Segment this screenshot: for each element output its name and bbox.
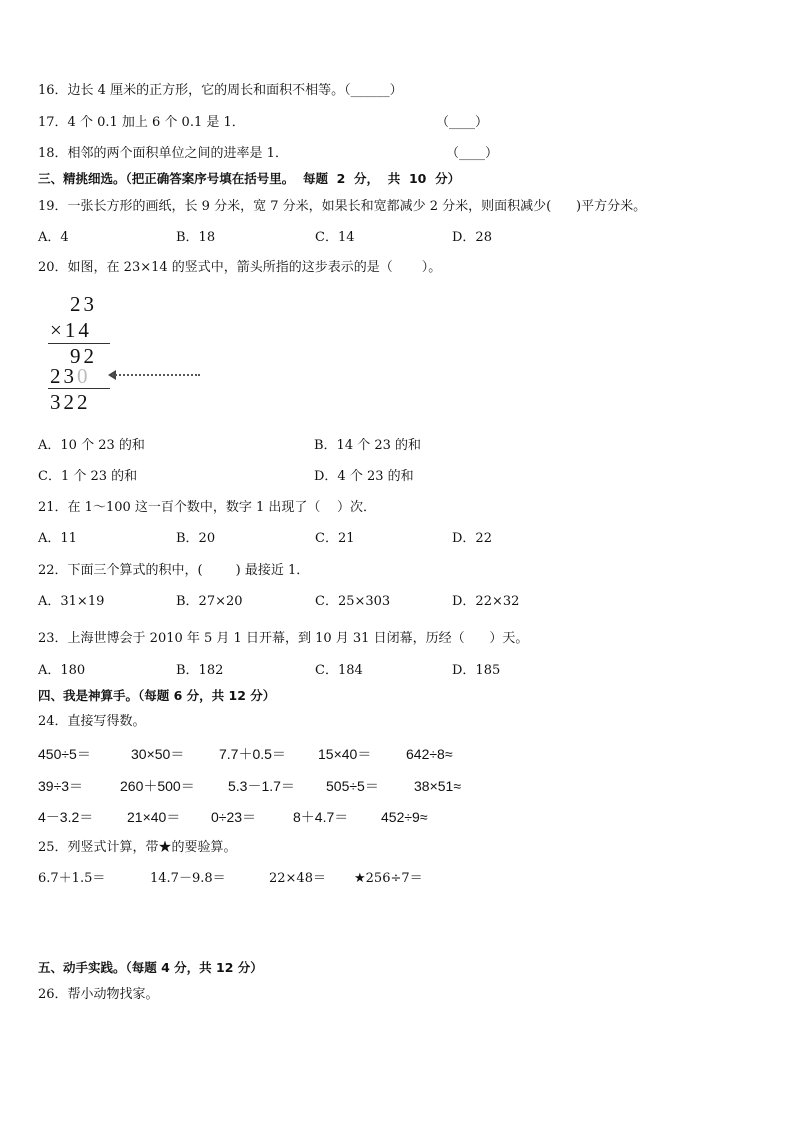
q19-option-d: D．28 [452,230,492,245]
question-16: 16．边长 4 厘米的正方形，它的周长和面积不相等。（______） [38,83,403,98]
q23-option-b: B．182 [176,663,224,678]
section-5-title: 五、动手实践。（每题 4 分，共 12 分） [38,960,263,975]
q20-option-d: D．4 个 23 的和 [314,469,414,484]
calc-cell: 642÷8≈ [406,746,453,762]
calc-cell: 0÷23＝ [211,809,257,825]
vert-rule-2 [48,388,110,389]
calc-cell: 39÷3＝ [38,778,84,794]
vert-partial-2-digits: 23 [50,364,77,388]
calc-cell: 7.7＋0.5＝ [219,746,286,762]
calc-cell: 8＋4.7＝ [293,809,349,825]
vertical-calc-item: ★256÷7＝ [354,871,423,886]
q21-option-c: C．21 [315,531,355,546]
vert-product: 322 [50,390,91,414]
q22-option-a: A．31×19 [38,594,105,609]
vertical-calc-item: 6.7＋1.5＝ [38,871,106,886]
question-22: 22．下面三个算式的积中，( ) 最接近 1． [38,563,310,578]
answer-paren-17: （____） [436,115,489,130]
question-18: 18．相邻的两个面积单位之间的进率是 1． [38,146,288,161]
dotted-arrow-line [112,374,200,376]
question-17: 17．4 个 0.1 加上 6 个 0.1 是 1． [38,115,245,130]
question-24: 24．直接写得数。 [38,714,146,729]
calc-cell: 450÷5＝ [38,746,91,762]
vert-multiplicand: 23 [70,292,97,316]
q22-option-b: B．27×20 [176,594,243,609]
calc-cell: 30×50＝ [131,746,185,762]
vert-partial-2-ghost: 0 [77,364,91,388]
q22-option-d: D．22×32 [452,594,520,609]
vert-partial-1: 92 [70,344,97,368]
question-20: 20．如图，在 23×14 的竖式中，箭头所指的这步表示的是（ ）。 [38,260,442,275]
q19-option-a: A．4 [38,230,69,245]
q19-option-c: C．14 [315,230,355,245]
calc-cell: 505÷5＝ [326,778,379,794]
q20-option-a: A．10 个 23 的和 [38,438,145,453]
q20-option-c: C．1 个 23 的和 [38,469,138,484]
q20-option-b: B．14 个 23 的和 [314,438,422,453]
vert-multiplier: ×14 [50,318,92,342]
calc-cell: 260＋500＝ [120,778,195,794]
q22-option-c: C．25×303 [315,594,391,609]
q23-option-a: A．180 [38,663,86,678]
q21-option-b: B．20 [176,531,216,546]
calc-cell: 452÷9≈ [381,809,428,825]
q23-option-d: D．185 [452,663,501,678]
question-25: 25．列竖式计算，带★的要验算。 [38,840,237,855]
question-26: 26．帮小动物找家。 [38,987,159,1002]
calc-cell: 4－3.2＝ [38,809,94,825]
calc-cell: 21×40＝ [127,809,181,825]
vert-partial-2 [50,364,91,388]
q21-option-a: A．11 [38,531,77,546]
q23-option-c: C．184 [315,663,363,678]
question-23: 23．上海世博会于 2010 年 5 月 1 日开幕，到 10 月 31 日闭幕，历经（ ）天。 [38,631,529,646]
calc-cell: 5.3－1.7＝ [228,778,295,794]
calc-cell: 38×51≈ [414,778,462,794]
question-19: 19．一张长方形的画纸，长 9 分米，宽 7 分米，如果长和宽都减少 2 分米，则面积减少( )平方分米。 [38,199,647,214]
q21-option-d: D．22 [452,531,492,546]
section-4-title: 四、我是神算手。（每题 6 分，共 12 分） [38,688,276,703]
q19-option-b: B．18 [176,230,216,245]
answer-paren-18: （____） [446,146,499,161]
calc-cell: 15×40＝ [318,746,372,762]
vertical-multiplication-figure [40,292,180,418]
vertical-calc-item: 14.7－9.8＝ [150,871,226,886]
vertical-calc-item: 22×48＝ [269,871,326,886]
section-3-title: 三、精挑细选。（把正确答案序号填在括号里。 每题 2 分， 共 10 分） [38,171,461,186]
question-21: 21．在 1～100 这一百个数中，数字 1 出现了（ ）次． [38,500,376,515]
